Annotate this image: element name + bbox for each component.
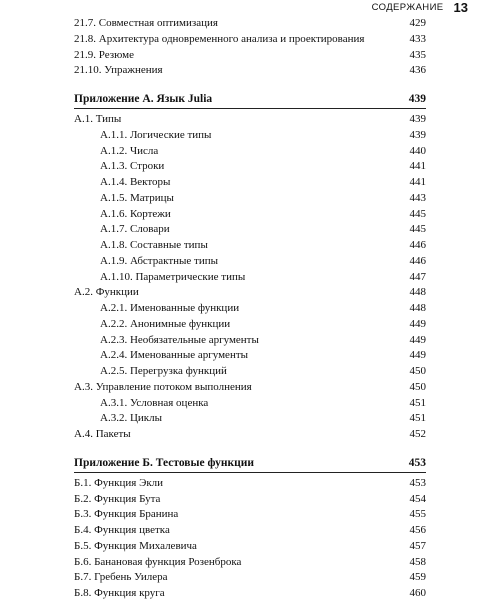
toc-entry-title: А.2.2. Анонимные функции <box>100 317 231 330</box>
toc-entry[interactable] <box>74 348 426 364</box>
toc-entry-title: Б.7. Гребень Уилера <box>74 571 168 584</box>
toc-entry-title: А.1.7. Словари <box>100 223 170 236</box>
toc-entry-page: 436 <box>409 64 426 77</box>
toc-entry-title: А.1.5. Матрицы <box>100 191 174 204</box>
toc-entry[interactable] <box>74 32 426 48</box>
toc-entry[interactable] <box>74 427 426 443</box>
toc-entry-title: А.1.1. Логические типы <box>100 128 212 141</box>
toc-entry-page: 441 <box>409 176 426 188</box>
toc-section-21 <box>74 16 426 79</box>
toc-entry-page: 447 <box>409 270 426 283</box>
toc-entry-title: А.1.3. Строки <box>100 160 165 173</box>
appendix-b-rule <box>74 472 426 473</box>
toc-entry[interactable] <box>74 222 426 238</box>
toc-entry-page: 458 <box>409 555 426 568</box>
toc-entry-title: А.1.2. Числа <box>100 144 159 157</box>
toc-entry-title: А.1.10. Параметрические типы <box>100 270 246 283</box>
toc-entry-page: 456 <box>409 524 426 536</box>
toc-entry[interactable] <box>74 191 426 207</box>
toc-entry-title: А.3.2. Циклы <box>100 412 162 425</box>
toc-entry-page: 450 <box>409 365 426 377</box>
running-header-page-number: 13 <box>453 0 468 15</box>
toc-entry-page: 441 <box>409 160 426 173</box>
toc-entry-title: Б.8. Функция круга <box>74 587 165 599</box>
toc-entry[interactable] <box>74 112 426 128</box>
toc-appendix-b-entries <box>74 476 426 602</box>
toc-entry[interactable] <box>74 333 426 349</box>
toc-entry-page: 439 <box>409 113 426 125</box>
toc-entry-page: 439 <box>409 128 426 141</box>
toc-entry-title: А.2.1. Именованные функции <box>100 302 240 314</box>
toc-entry-page: 460 <box>409 587 426 599</box>
toc-entry[interactable] <box>74 507 426 523</box>
toc-entry-title: А.3. Управление потоком выполнения <box>74 380 252 393</box>
toc-entry[interactable] <box>74 380 426 396</box>
toc-entry[interactable] <box>74 586 426 602</box>
toc-entry-page: 451 <box>409 412 426 425</box>
toc-entry[interactable] <box>74 238 426 254</box>
toc-entry-title: А.2.3. Необязательные аргументы <box>100 333 259 346</box>
toc-entry-page: 433 <box>409 32 426 45</box>
toc-entry[interactable] <box>74 317 426 333</box>
toc-entry-title: Б.4. Функция цветка <box>74 524 170 536</box>
toc-entry-title: А.1. Типы <box>74 113 122 125</box>
toc-entry-page: 446 <box>409 239 426 251</box>
toc-entry[interactable] <box>74 396 426 412</box>
toc-entry[interactable] <box>74 411 426 427</box>
appendix-a-rule <box>74 108 426 109</box>
toc-entry-title: А.4. Пакеты <box>74 428 131 440</box>
toc-entry-title: Б.2. Функция Бута <box>74 492 161 505</box>
table-of-contents <box>74 16 426 602</box>
toc-entry-title: А.1.6. Кортежи <box>100 207 171 220</box>
toc-entry[interactable] <box>74 144 426 160</box>
toc-appendix-a-entries <box>74 112 426 443</box>
toc-entry-page: 443 <box>409 191 426 204</box>
toc-entry-page: 446 <box>409 254 426 267</box>
toc-entry[interactable] <box>74 523 426 539</box>
toc-entry-title: 21.8. Архитектура одновременного анализа и проектирования <box>74 32 365 45</box>
toc-entry-title: Б.5. Функция Михалевича <box>74 539 197 552</box>
toc-entry-page: 449 <box>409 317 426 330</box>
toc-entry-page: 454 <box>409 492 426 505</box>
toc-entry-title: Б.1. Функция Экли <box>74 476 164 489</box>
toc-entry-title: А.1.9. Абстрактные типы <box>100 254 219 267</box>
toc-entry-title: 21.9. Резюме <box>74 48 135 61</box>
toc-appendix-a-page: 439 <box>408 93 426 105</box>
toc-entry-page: 455 <box>409 508 426 521</box>
toc-entry-page: 429 <box>409 17 426 29</box>
toc-entry-page: 448 <box>409 302 426 314</box>
toc-entry[interactable] <box>74 270 426 286</box>
toc-appendix-b-title: Приложение Б. Тестовые функции <box>74 456 255 469</box>
toc-appendix-a-heading[interactable] <box>74 91 426 107</box>
toc-entry[interactable] <box>74 159 426 175</box>
toc-entry-title: Б.3. Функция Бранина <box>74 508 179 521</box>
toc-entry-page: 445 <box>409 223 426 236</box>
toc-entry[interactable] <box>74 539 426 555</box>
toc-entry[interactable] <box>74 175 426 191</box>
toc-entry[interactable] <box>74 555 426 571</box>
toc-entry[interactable] <box>74 63 426 79</box>
toc-entry-page: 440 <box>409 144 426 157</box>
toc-entry[interactable] <box>74 48 426 64</box>
toc-entry[interactable] <box>74 254 426 270</box>
toc-entry-page: 452 <box>409 428 426 440</box>
toc-entry[interactable] <box>74 364 426 380</box>
toc-entry-page: 435 <box>409 48 426 61</box>
toc-entry-title: 21.10. Упражнения <box>74 64 163 77</box>
toc-entry-page: 448 <box>409 286 426 299</box>
toc-entry-page: 457 <box>409 539 426 552</box>
toc-entry[interactable] <box>74 128 426 144</box>
toc-entry[interactable] <box>74 16 426 32</box>
toc-entry-page: 445 <box>409 207 426 220</box>
toc-entry-page: 449 <box>409 349 426 362</box>
toc-entry-title: А.1.4. Векторы <box>100 176 171 188</box>
toc-entry[interactable] <box>74 476 426 492</box>
toc-entry-page: 451 <box>409 396 426 409</box>
toc-entry[interactable] <box>74 301 426 317</box>
toc-entry-title: А.2.4. Именованные аргументы <box>100 349 249 362</box>
toc-entry-page: 459 <box>409 571 426 584</box>
toc-entry[interactable] <box>74 285 426 301</box>
toc-appendix-b-heading[interactable] <box>74 455 426 471</box>
running-header-section: СОДЕРЖАНИЕ <box>371 1 444 13</box>
toc-entry-title: А.2. Функции <box>74 286 139 299</box>
toc-entry[interactable] <box>74 492 426 508</box>
toc-entry[interactable] <box>74 570 426 586</box>
running-header <box>300 0 468 14</box>
toc-entry-title: А.2.5. Перегрузка функций <box>100 365 227 377</box>
toc-entry-page: 449 <box>409 333 426 346</box>
toc-entry[interactable] <box>74 207 426 223</box>
toc-entry-page: 453 <box>409 476 426 489</box>
toc-entry-page: 450 <box>409 380 426 393</box>
toc-entry-title: А.3.1. Условная оценка <box>100 396 209 409</box>
toc-appendix-b-page: 453 <box>408 456 426 469</box>
toc-entry-title: Б.6. Банановая функция Розенброка <box>74 555 242 568</box>
toc-entry-title: 21.7. Совместная оптимизация <box>74 17 218 29</box>
toc-appendix-a-title: Приложение А. Язык Julia <box>74 93 213 105</box>
toc-entry-title: А.1.8. Составные типы <box>100 239 208 251</box>
